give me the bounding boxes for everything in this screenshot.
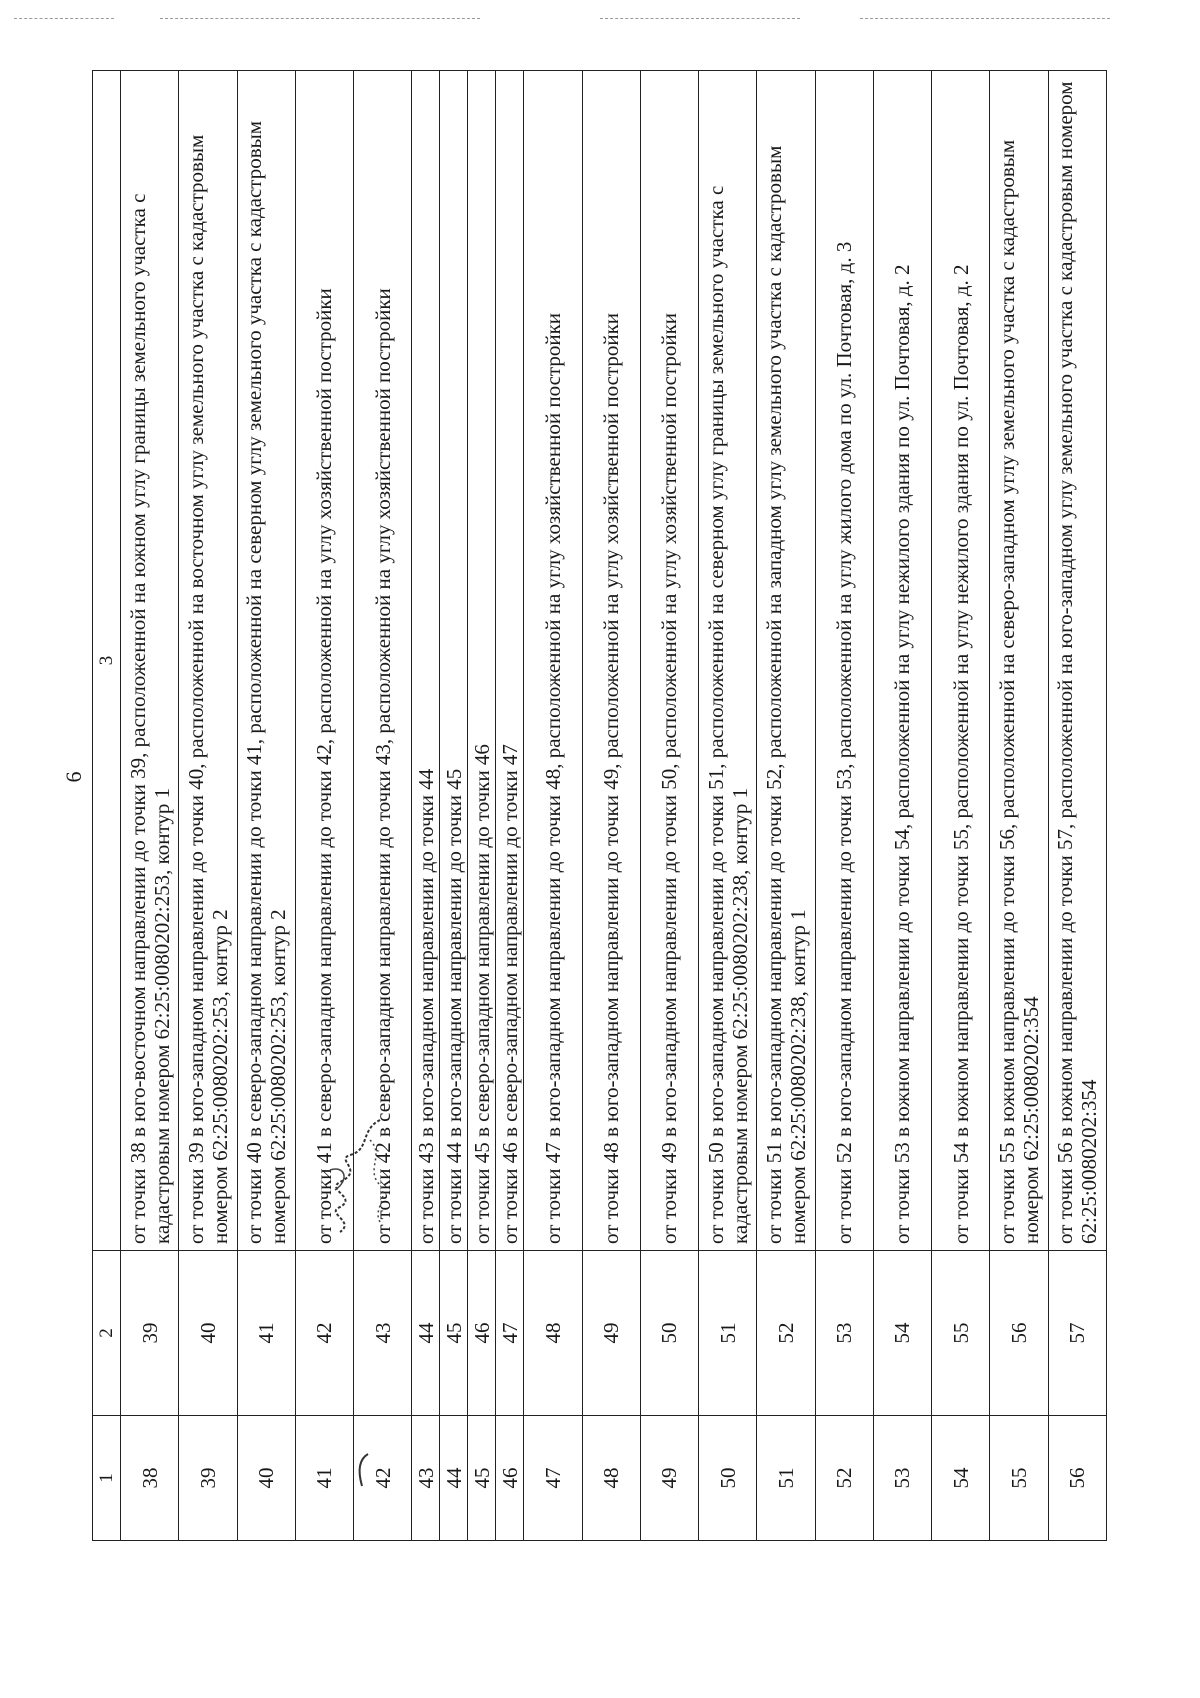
cell-to-point: 55 (932, 1251, 990, 1416)
header-cell-col1: 1 (93, 1416, 121, 1541)
cell-to-point: 49 (582, 1251, 640, 1416)
cell-to-point: 53 (815, 1251, 873, 1416)
table-row (179, 71, 237, 1541)
cell-description: от точки 48 в юго-западном направлении до точки 49, расположенной на углу хозяйственной постройки (582, 71, 640, 1251)
cell-description: от точки 47 в юго-западном направлении до точки 48, расположенной на углу хозяйственной постройки (524, 71, 582, 1251)
handwritten-signature (310, 1110, 400, 1240)
cell-to-point: 56 (990, 1251, 1048, 1416)
table-row (699, 71, 757, 1541)
table-row (582, 71, 640, 1541)
cell-to-point: 52 (757, 1251, 815, 1416)
cell-to-point: 42 (295, 1251, 353, 1416)
cell-from-point: 47 (524, 1416, 582, 1541)
table-row (468, 71, 496, 1541)
table-row (237, 71, 295, 1541)
page-number: 6 (61, 771, 86, 783)
header-cell-col3: 3 (93, 71, 121, 1251)
scan-edge-line (600, 18, 800, 19)
cell-from-point: 50 (699, 1416, 757, 1541)
cell-from-point: 38 (121, 1416, 179, 1541)
cell-from-point: 55 (990, 1416, 1048, 1541)
cell-description: от точки 40 в северо-западном направлении до точки 41, расположенной на северном углу земельного участка с кадастровым номером 62:25:0080202:253, контур 2 (237, 71, 295, 1251)
cell-to-point: 45 (440, 1251, 468, 1416)
boundary-points-table (92, 70, 1107, 1541)
cell-description: от точки 43 в юго-западном направлении до точки 44 (412, 71, 440, 1251)
cell-to-point: 41 (237, 1251, 295, 1416)
cell-to-point: 40 (179, 1251, 237, 1416)
cell-to-point: 47 (496, 1251, 524, 1416)
cell-from-point: 49 (640, 1416, 698, 1541)
cell-description: от точки 56 в южном направлении до точки 57, расположенной на юго-западном углу земельного участка с кадастровым номером 62:25:0080202:354 (1048, 71, 1107, 1251)
cell-description: от точки 51 в юго-западном направлении до точки 52, расположенной на западном углу земельного участка с кадастровым номером 62:25:0080202:238, контур 1 (757, 71, 815, 1251)
table-row (412, 71, 440, 1541)
cell-to-point: 39 (121, 1251, 179, 1416)
scan-edge-line (160, 18, 480, 19)
cell-from-point: 41 (295, 1416, 353, 1541)
cell-from-point: 40 (237, 1416, 295, 1541)
cell-from-point: 48 (582, 1416, 640, 1541)
cell-from-point: 45 (468, 1416, 496, 1541)
cell-to-point: 50 (640, 1251, 698, 1416)
cell-from-point: 54 (932, 1416, 990, 1541)
cell-to-point: 44 (412, 1251, 440, 1416)
cell-from-point: 51 (757, 1416, 815, 1541)
table-header-row (93, 71, 121, 1541)
cell-to-point: 57 (1048, 1251, 1107, 1416)
cell-from-point: 44 (440, 1416, 468, 1541)
cell-description: от точки 44 в юго-западном направлении до точки 45 (440, 71, 468, 1251)
table-row (496, 71, 524, 1541)
table-row (440, 71, 468, 1541)
cell-description: от точки 45 в северо-западном направлении до точки 46 (468, 71, 496, 1251)
table-row (932, 71, 990, 1541)
table-row (815, 71, 873, 1541)
scan-edge-line (14, 18, 114, 19)
cell-description: от точки 53 в южном направлении до точки 54, расположенной на углу нежилого здания по ул. Почтовая, д. 2 (873, 71, 931, 1251)
cell-description: от точки 38 в юго-восточном направлении до точки 39, расположенной на южном углу границы земельного участка с кадастровым номером 62:25:0080202:253, контур 1 (121, 71, 179, 1251)
cell-description: от точки 54 в южном направлении до точки 55, расположенной на углу нежилого здания по ул. Почтовая, д. 2 (932, 71, 990, 1251)
cell-from-point: 46 (496, 1416, 524, 1541)
cell-from-point: 52 (815, 1416, 873, 1541)
cell-to-point: 48 (524, 1251, 582, 1416)
cell-description: от точки 41 в северо-западном направлении до точки 42, расположенной на углу хозяйственной постройки (295, 71, 353, 1251)
cell-to-point: 46 (468, 1251, 496, 1416)
table-row (1048, 71, 1107, 1541)
table-row (524, 71, 582, 1541)
rotated-table-sheet (92, 71, 1107, 1541)
cell-from-point: 56 (1048, 1416, 1107, 1541)
table-row (354, 71, 412, 1541)
table-row (640, 71, 698, 1541)
cell-description: от точки 52 в юго-западном направлении до точки 53, расположенной на углу жилого дома по ул. Почтовая, д. 3 (815, 71, 873, 1251)
table-row (873, 71, 931, 1541)
table-row (757, 71, 815, 1541)
ink-mark (350, 1450, 374, 1490)
cell-from-point: 39 (179, 1416, 237, 1541)
cell-description: от точки 39 в юго-западном направлении до точки 40, расположенной на восточном углу земельного участка с кадастровым номером 62:25:0080202:253, контур 2 (179, 71, 237, 1251)
scan-edge-line (860, 18, 1110, 19)
cell-from-point: 53 (873, 1416, 931, 1541)
cell-description: от точки 55 в южном направлении до точки 56, расположенной на северо-западном углу земельного участка с кадастровым номером 62:25:0080202:354 (990, 71, 1048, 1251)
cell-description: от точки 50 в юго-западном направлении до точки 51, расположенной на северном углу границы земельного участка с кадастровым номером 62:25:0080202:238, контур 1 (699, 71, 757, 1251)
cell-from-point: 43 (412, 1416, 440, 1541)
cell-to-point: 54 (873, 1251, 931, 1416)
cell-description: от точки 46 в северо-западном направлении до точки 47 (496, 71, 524, 1251)
table-row (121, 71, 179, 1541)
cell-to-point: 51 (699, 1251, 757, 1416)
cell-description: от точки 42 в северо-западном направлении до точки 43, расположенной на углу хозяйственной постройки (354, 71, 412, 1251)
cell-description: от точки 49 в юго-западном направлении до точки 50, расположенной на углу хозяйственной постройки (640, 71, 698, 1251)
header-cell-col2: 2 (93, 1251, 121, 1416)
cell-from-point: 42 (354, 1416, 412, 1541)
table-row (990, 71, 1048, 1541)
table-row (295, 71, 353, 1541)
cell-to-point: 43 (354, 1251, 412, 1416)
